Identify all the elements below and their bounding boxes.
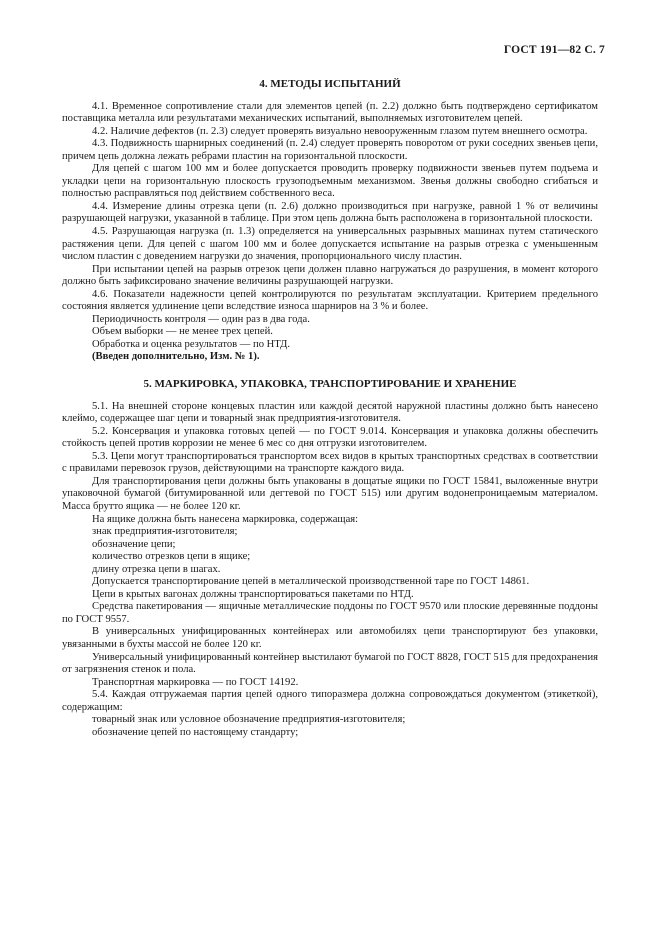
paragraph-4-5: 4.5. Разрушающая нагрузка (п. 1.3) определяется на универсальных разрывных машинах путем статического растяжения цепи. Для цепей с шагом 100 мм и более допускается испытание на разрыв отрезка с уменьшенным числом пластин с доведением нагрузки до значения, пропорционального числу пластин.	[62, 226, 598, 263]
paragraph-5-3-container: Допускается транспортирование цепей в металлической производственной таре по ГОСТ 14861.	[92, 576, 530, 588]
paragraph-4-4: 4.4. Измерение длины отрезка цепи (п. 2.6) должно производиться при нагрузке, равной 1 % от величины разрушающей нагрузки, указанной в таблице. При этом цепь должна быть расположена в горизонтальной плоскости.	[62, 200, 598, 225]
section-4-title: 4. МЕТОДЫ ИСПЫТАНИЙ	[259, 78, 401, 90]
list-item-document-1: товарный знак или условное обозначение предприятия-изготовителя;	[92, 714, 406, 726]
section-5-body	[62, 401, 598, 740]
paragraph-4-3: 4.3. Подвижность шарнирных соединений (п. 2.4) следует проверять поворотом от руки соседних звеньев цепи, причем цепь должна лежать ребрами пластин на горизонтальной плоскости.	[62, 138, 598, 162]
list-item-marking-3: количество отрезков цепи в ящике;	[92, 551, 251, 563]
document-body	[62, 78, 598, 739]
paragraph-4-6-sample: Объем выборки — не менее трех цепей.	[92, 326, 273, 338]
paragraph-4-1: 4.1. Временное сопротивление стали для элементов цепей (п. 2.2) должно быть подтверждено сертификатом поставщика металла или результатами механических испытаний, выполняемых изготовителем цепей.	[62, 100, 598, 125]
paragraph-5-3: 5.3. Цепи могут транспортироваться транспортом всех видов в крытых транспортных средствах в соответствии с правилами перевозок грузов, действующими на транспорте каждого вида.	[62, 450, 598, 475]
paragraph-4-6-periodicity: Периодичность контроля — один раз в два года.	[92, 313, 310, 325]
paragraph-5-3-packing: Для транспортирования цепи должны быть упакованы в дощатые ящики по ГОСТ 15841, выложенные внутри упаковочной бумагой (битумированной или дегтевой по ГОСТ 515) или другим водонепроницаемым материалом. Масса брутто ящика — не более 120 кг.	[62, 475, 598, 512]
paragraph-4-2: 4.2. Наличие дефектов (п. 2.3) следует проверять визуально невооруженным глазом путем внешнего осмотра.	[92, 125, 588, 137]
paragraph-4-6-processing: Обработка и оценка результатов — по НТД.	[92, 338, 290, 350]
paragraph-5-3-lining: Универсальный унифицированный контейнер выстилают бумагой по ГОСТ 8828, ГОСТ 515 для предохранения от загрязнения стенок и пола.	[62, 651, 598, 676]
paragraph-5-3-pallets: Средства пакетирования — ящичные металлические поддоны по ГОСТ 9570 или плоские деревянные поддоны по ГОСТ 9557.	[62, 601, 598, 625]
paragraph-5-4: 5.4. Каждая отгружаемая партия цепей одного типоразмера должна сопровождаться документом (этикеткой), содержащим:	[62, 689, 598, 713]
paragraph-5-3-marking: На ящике должна быть нанесена маркировка, содержащая:	[92, 513, 359, 525]
paragraph-5-2: 5.2. Консервация и упаковка готовых цепей — по ГОСТ 9.014. Консервация и упаковка должны обеспечить стойкость цепей против коррозии не менее 6 мес со дня отгрузки изготовителем.	[62, 425, 598, 450]
list-item-marking-1: знак предприятия-изготовителя;	[92, 526, 238, 538]
section-4-body	[62, 101, 598, 364]
paragraph-5-3-universal: В универсальных унифицированных контейнерах или автомобилях цепи транспортируют без упаковки, увязанными в бухты массой не более 120 кг.	[62, 626, 598, 650]
list-item-document-2: обозначение цепей по настоящему стандарту;	[92, 726, 299, 738]
list-item-marking-2: обозначение цепи;	[92, 538, 176, 550]
paragraph-5-3-transport-marking: Транспортная маркировка — по ГОСТ 14192.	[92, 676, 299, 688]
paragraph-4-3-cont: Для цепей с шагом 100 мм и более допускается проводить проверку подвижности звеньев путем подъема и укладки цепи на горизонтальную плоскость грузоподъемным механизмом. Звенья должны свободно сгибаться и полностью расправляться под действием собственного веса.	[62, 163, 598, 200]
paragraph-4-5-cont: При испытании цепей на разрыв отрезок цепи должен плавно нагружаться до разрушения, в момент которого должно быть зафиксировано значение величины разрушающей нагрузки.	[62, 263, 598, 288]
paragraph-5-1: 5.1. На внешней стороне концевых пластин или каждой десятой наружной пластины должно быть нанесено клеймо, содержащее шаг цепи и товарный знак предприятия-изготовителя.	[62, 400, 598, 425]
list-item-marking-4: длину отрезка цепи в шагах.	[92, 563, 221, 575]
amendment-note: (Введен дополнительно, Изм. № 1).	[92, 351, 260, 363]
paragraph-5-3-wagons: Цепи в крытых вагонах должны транспортироваться пакетами по НТД.	[92, 588, 414, 600]
section-5-title: 5. МАРКИРОВКА, УПАКОВКА, ТРАНСПОРТИРОВАНИЕ И ХРАНЕНИЕ	[143, 378, 517, 391]
paragraph-4-6: 4.6. Показатели надежности цепей контролируются по результатам эксплуатации. Критерием предельного состояния является удлинение цепи вследствие износа шарниров на 3 % и более.	[62, 288, 598, 313]
page-header: ГОСТ 191—82 С. 7	[503, 44, 605, 56]
